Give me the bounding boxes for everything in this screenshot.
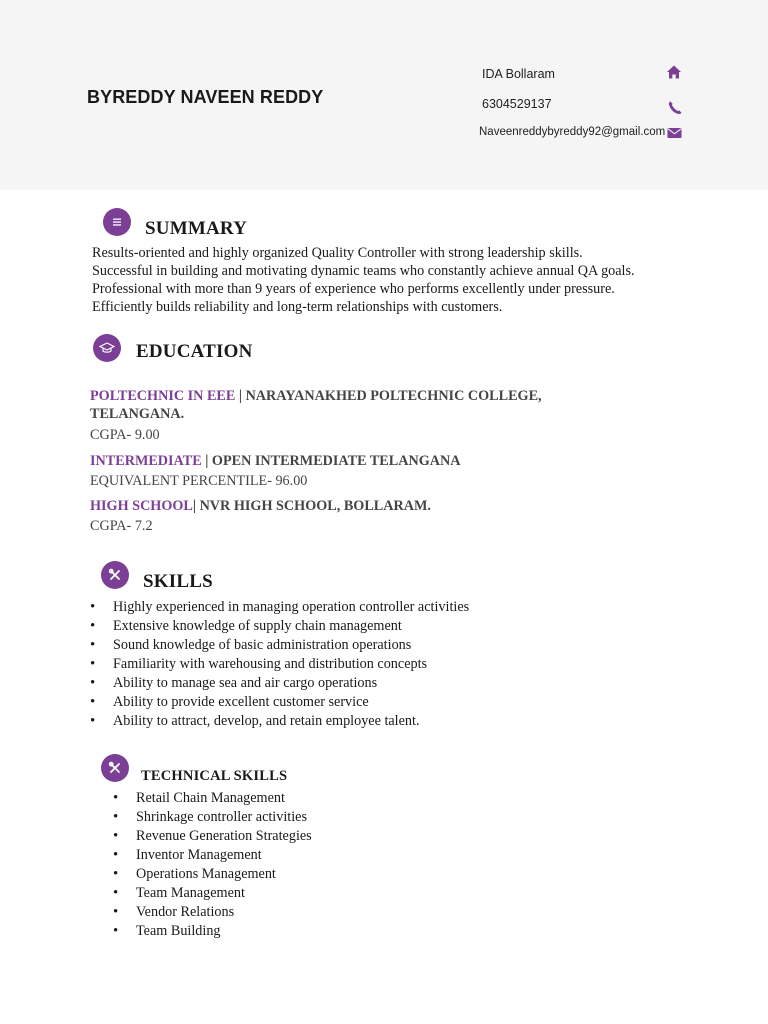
technical-skill-item: • Team Management [113, 884, 613, 903]
education-degree: HIGH SCHOOL [90, 498, 193, 514]
skill-item: • Sound knowledge of basic administration operations [90, 636, 690, 655]
skill-item: • Extensive knowledge of supply chain management [90, 617, 690, 636]
education-detail: CGPA- 7.2 [90, 518, 153, 534]
education-institution: NARAYANAKHED POLTECHNIC COLLEGE, [245, 388, 542, 404]
skills-title: SKILLS [143, 571, 213, 592]
summary-line: Efficiently builds reliability and long-term relationships with customers. [92, 299, 503, 315]
graduation-cap-icon [93, 334, 121, 362]
technical-skill-item: • Revenue Generation Strategies [113, 827, 613, 846]
education-degree: POLTECHNIC IN EEE [90, 388, 236, 404]
skill-item: • Ability to manage sea and air cargo operations [90, 674, 690, 693]
education-institution: NVR HIGH SCHOOL, BOLLARAM. [199, 498, 431, 514]
address-text: IDA Bollaram [482, 67, 555, 81]
technical-skill-item: • Team Building [113, 922, 613, 941]
skills-list [90, 598, 690, 731]
summary-line: Results-oriented and highly organized Quality Controller with strong leadership skills. [92, 245, 583, 261]
education-detail: EQUIVALENT PERCENTILE- 96.00 [90, 473, 308, 489]
skill-item: • Ability to attract, develop, and retain employee talent. [90, 712, 690, 731]
header-band [0, 0, 768, 190]
education-heading [90, 452, 610, 470]
tools-icon [101, 754, 129, 782]
education-entry [90, 387, 610, 444]
education-institution: OPEN INTERMEDIATE TELANGANA [211, 453, 461, 469]
education-heading [90, 497, 610, 515]
education-degree: INTERMEDIATE [90, 453, 202, 469]
technical-skills-title: TECHNICAL SKILLS [141, 768, 288, 784]
education-entry [90, 497, 610, 535]
mail-icon [667, 127, 682, 139]
candidate-name: BYREDDY NAVEEN REDDY [87, 87, 324, 107]
home-icon [666, 64, 682, 80]
summary-paragraph [92, 244, 732, 316]
technical-skill-item: • Operations Management [113, 865, 613, 884]
technical-skill-item: • Retail Chain Management [113, 789, 613, 808]
list-icon [103, 208, 131, 236]
skill-item: • Familiarity with warehousing and distribution concepts [90, 655, 690, 674]
education-separator: | [235, 388, 246, 404]
education-title: EDUCATION [136, 341, 253, 362]
technical-skills-list [113, 789, 613, 941]
education-heading [90, 387, 610, 405]
tools-icon [101, 561, 129, 589]
skill-item: • Highly experienced in managing operation controller activities [90, 598, 690, 617]
technical-skill-item: • Inventor Management [113, 846, 613, 865]
summary-line: Professional with more than 9 years of experience who performs excellently under pressure. [92, 281, 615, 297]
education-separator: | [201, 453, 212, 469]
email-text[interactable]: Naveenreddybyreddy92@gmail.com [479, 126, 666, 138]
phone-icon [667, 100, 683, 116]
technical-skill-item: • Shrinkage controller activities [113, 808, 613, 827]
education-separator: | [192, 498, 200, 514]
education-institution-cont: TELANGANA. [90, 406, 185, 422]
education-detail: CGPA- 9.00 [90, 427, 160, 443]
summary-line: Successful in building and motivating dynamic teams who constantly achieve annual QA goals. [92, 263, 635, 279]
phone-text: 6304529137 [482, 97, 552, 111]
education-entry [90, 452, 610, 490]
technical-skill-item: • Vendor Relations [113, 903, 613, 922]
summary-title: SUMMARY [145, 218, 248, 239]
skill-item: • Ability to provide excellent customer service [90, 693, 690, 712]
